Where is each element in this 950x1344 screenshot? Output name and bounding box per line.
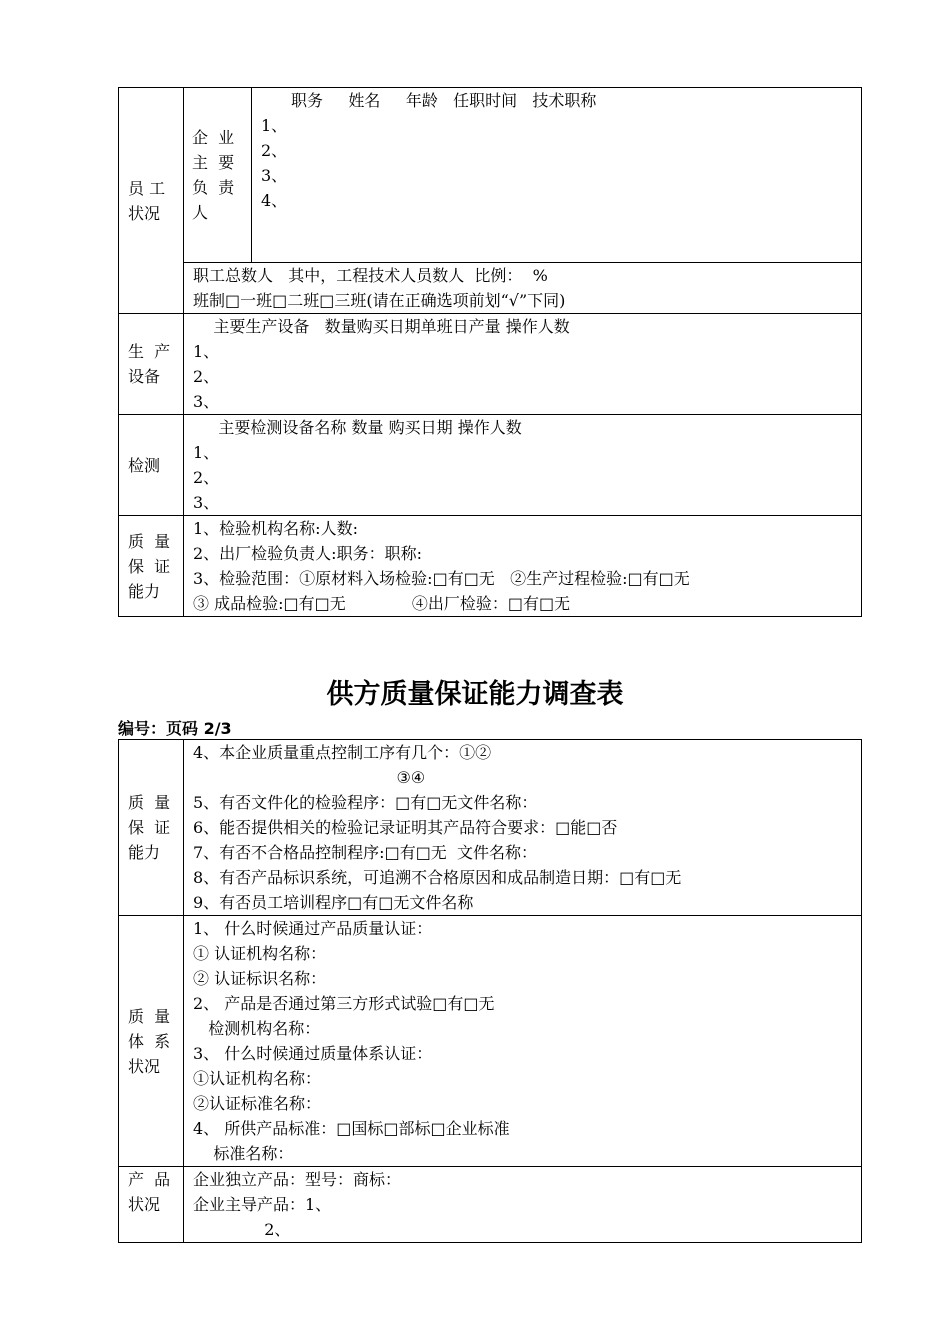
page-title: 供方质量保证能力调查表	[326, 679, 624, 710]
staff-section-label	[119, 88, 184, 314]
quality-system-section-label	[119, 916, 184, 1167]
product-section-label	[119, 1167, 184, 1243]
list-item: 企业主导产品：1、	[193, 1195, 332, 1214]
executive-list	[252, 88, 862, 263]
list-item: ① 认证机构名称：	[193, 944, 327, 963]
label-line: 企 业	[192, 128, 235, 147]
list-item: 2、	[193, 367, 220, 386]
list-item: 9、有否员工培训程序□有□无文件名称	[193, 893, 474, 912]
list-item: ①认证机构名称：	[193, 1069, 322, 1088]
executive-header: 职务 姓名 年龄 任职时间 技术职称	[291, 91, 597, 110]
list-item: 5、有否文件化的检验程序：□有□无文件名称：	[193, 793, 538, 812]
inspection-section-label	[119, 415, 184, 516]
label-line: 能力	[128, 843, 161, 862]
list-item: 1、	[261, 116, 288, 135]
quality-list	[184, 516, 862, 617]
list-item: 标准名称：	[193, 1144, 294, 1163]
list-item: ②认证标准名称：	[193, 1094, 322, 1113]
label-line: 生 产	[128, 342, 171, 361]
list-item: ③④	[193, 768, 426, 787]
list-item: 3、	[261, 166, 288, 185]
label-line: 设备	[128, 367, 161, 386]
list-item: 4、 所供产品标准：□国标□部标□企业标准	[193, 1119, 510, 1138]
label-line: 员 工	[128, 178, 166, 198]
product-list	[184, 1167, 862, 1243]
list-item: 检测机构名称：	[193, 1019, 321, 1038]
list-item: 3、	[193, 392, 220, 411]
label-line: 检测	[128, 455, 161, 475]
label-line: 状况	[128, 203, 161, 223]
inspection-header: 主要检测设备名称 数量 购买日期 操作人数	[193, 418, 522, 437]
survey-table-part1	[118, 87, 862, 617]
quality-system-list	[184, 916, 862, 1167]
list-item: 4、	[261, 191, 288, 210]
list-item: 3、 什么时候通过质量体系认证：	[193, 1044, 433, 1063]
list-item: 3、检验范围：①原材料入场检验:□有□无 ②生产过程检验:□有□无	[193, 569, 690, 588]
list-item: 6、能否提供相关的检验记录证明其产品符合要求：□能□否	[193, 818, 618, 837]
quality-section-label	[119, 740, 184, 916]
label-line: 质 量	[128, 531, 171, 551]
quality-list	[184, 740, 862, 916]
staff-totals: 职工总数人 其中，工程技术人员数人 比例： %	[193, 266, 548, 285]
survey-table-part2	[118, 739, 862, 1243]
list-item: 2、	[193, 468, 220, 487]
list-item: 4、本企业质量重点控制工序有几个：①②	[193, 743, 492, 762]
list-item: 1、	[193, 443, 220, 462]
equipment-header: 主要生产设备 数量购买日期单班日产量 操作人数	[193, 317, 570, 336]
list-item: 2、出厂检验负责人:职务：职称:	[193, 544, 422, 563]
label-line: 产 品	[128, 1170, 171, 1189]
list-item: ② 认证标识名称：	[193, 969, 327, 988]
shift-options: 班制□一班□二班□三班(请在正确选项前划“√”下同)	[193, 291, 566, 310]
label-line: 体 系	[128, 1031, 171, 1051]
label-line: 状况	[128, 1195, 161, 1214]
list-item: ③ 成品检验:□有□无 ④出厂检验：□有□无	[193, 594, 571, 613]
staff-totals-cell	[184, 263, 862, 314]
document-number: 编号：页码 2/3	[118, 719, 232, 738]
label-line: 质 量	[128, 793, 171, 812]
label-line: 质 量	[128, 1006, 171, 1026]
label-line: 人	[192, 203, 209, 222]
list-item: 1、检验机构名称:人数:	[193, 519, 358, 538]
inspection-list	[184, 415, 862, 516]
label-line: 状况	[128, 1056, 161, 1076]
label-line: 负 责	[192, 178, 235, 197]
label-line: 保 证	[128, 818, 171, 837]
list-item: 2、	[193, 1220, 291, 1239]
list-item: 1、	[193, 342, 220, 361]
label-line: 主 要	[192, 153, 235, 172]
list-item: 3、	[193, 493, 220, 512]
list-item: 2、 产品是否通过第三方形式试验□有□无	[193, 994, 495, 1013]
executive-label	[184, 88, 252, 263]
list-item: 2、	[261, 141, 288, 160]
equipment-section-label	[119, 314, 184, 415]
quality-section-label	[119, 516, 184, 617]
label-line: 能力	[128, 581, 161, 601]
list-item: 8、有否产品标识系统，可追溯不合格原因和成品制造日期：□有□无	[193, 868, 682, 887]
list-item: 7、有否不合格品控制程序:□有□无 文件名称：	[193, 843, 537, 862]
list-item: 企业独立产品：型号：商标：	[193, 1170, 402, 1189]
list-item: 1、 什么时候通过产品质量认证：	[193, 919, 433, 938]
label-line: 保 证	[128, 556, 171, 576]
equipment-list	[184, 314, 862, 415]
